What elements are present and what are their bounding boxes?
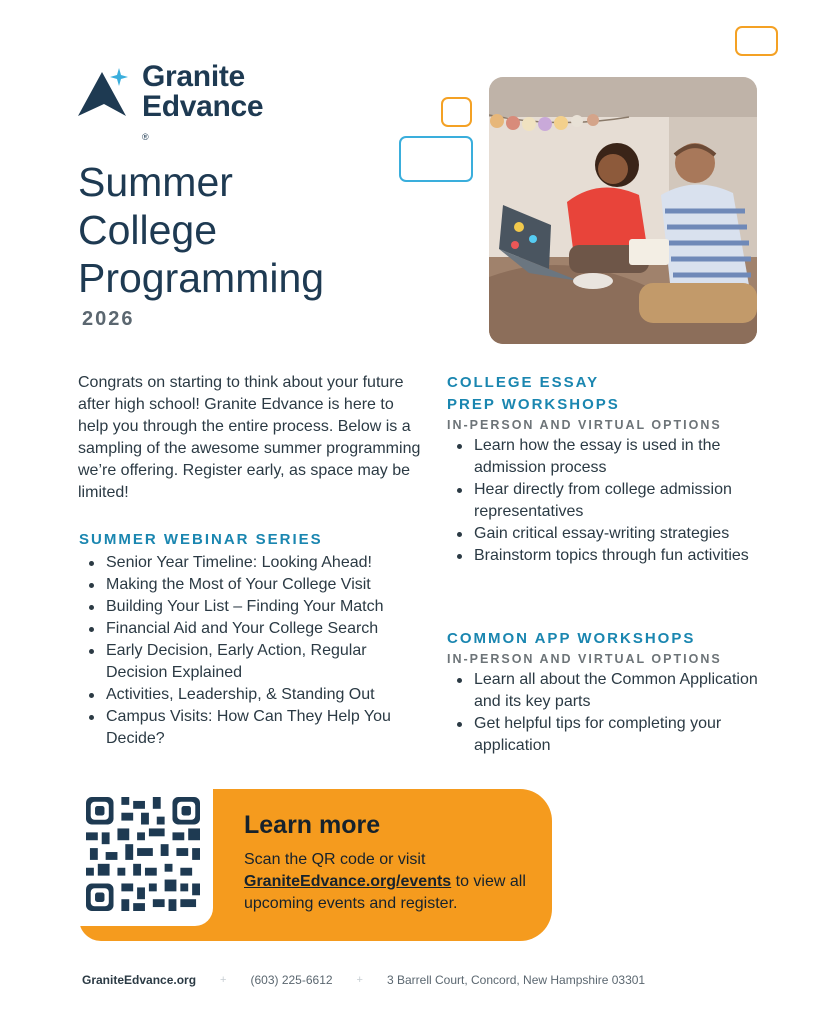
learn-more-text-before: Scan the QR code or visit: [244, 851, 426, 868]
list-item: Making the Most of Your College Visit: [79, 574, 424, 596]
webinar-series-list: [79, 552, 424, 750]
logo-line2: Edvance: [142, 90, 264, 123]
essay-workshops-subheading: IN-PERSON AND VIRTUAL OPTIONS: [447, 418, 722, 432]
list-item: Get helpful tips for completing your application: [447, 713, 777, 757]
essay-heading-line: COLLEGE ESSAY: [447, 374, 600, 391]
list-item: Gain critical essay-writing strategies: [447, 523, 777, 545]
footer: [82, 973, 782, 987]
list-item: Learn how the essay is used in the admission process: [447, 435, 777, 479]
common-app-list: [447, 669, 777, 757]
list-item: Brainstorm topics through fun activities: [447, 545, 777, 567]
learn-more-title: Learn more: [244, 811, 381, 839]
common-app-subheading: IN-PERSON AND VIRTUAL OPTIONS: [447, 652, 722, 666]
logo-registered-mark: ®: [142, 132, 149, 142]
essay-heading-line: PREP WORKSHOPS: [447, 396, 620, 413]
list-item: Early Decision, Early Action, Regular Decision Explained: [79, 640, 424, 684]
students-photo: [489, 77, 757, 344]
learn-more-text-after: to view all upcoming events and register.: [244, 873, 526, 912]
logo-line1: Granite: [142, 60, 245, 93]
webinar-series-heading: SUMMER WEBINAR SERIES: [79, 531, 323, 548]
title-year: 2026: [82, 308, 135, 330]
footer-separator: +: [220, 974, 227, 986]
footer-website-link[interactable]: GraniteEdvance.org: [82, 973, 197, 987]
intro-paragraph: Congrats on starting to think about your future after high school! Granite Edvance is here to help you through the entire process. Below is a sampling of the awesome summer programming we’re offering. Register early, as space may be limited!: [78, 374, 421, 501]
footer-phone: (603) 225-6612: [250, 973, 333, 987]
logo: [78, 60, 308, 142]
essay-workshops-list: [447, 435, 777, 567]
essay-workshops-heading: [447, 372, 787, 416]
title-line: College: [78, 207, 218, 253]
decorative-outline-box: [441, 97, 472, 127]
list-item: Activities, Leadership, & Standing Out: [79, 684, 424, 706]
learn-more-text: [244, 849, 534, 915]
list-item: Hear directly from college admission representatives: [447, 479, 777, 523]
title-line: Summer: [78, 159, 233, 205]
logo-mountain-icon: [78, 68, 130, 118]
footer-address: 3 Barrell Court, Concord, New Hampshire 03301: [386, 973, 646, 987]
common-app-heading: COMMON APP WORKSHOPS: [447, 630, 696, 647]
logo-wordmark: [142, 62, 263, 152]
list-item: Campus Visits: How Can They Help You Decide?: [79, 706, 424, 750]
decorative-outline-box: [735, 26, 778, 56]
list-item: Senior Year Timeline: Looking Ahead!: [79, 552, 424, 574]
list-item: Financial Aid and Your College Search: [79, 618, 424, 640]
events-link[interactable]: GraniteEdvance.org/events: [244, 873, 452, 890]
list-item: Learn all about the Common Application and its key parts: [447, 669, 777, 713]
qr-code-icon[interactable]: [86, 797, 200, 911]
title-line: Programming: [78, 255, 325, 301]
footer-separator: +: [356, 974, 363, 986]
list-item: Building Your List – Finding Your Match: [79, 596, 424, 618]
page-title: [78, 158, 438, 302]
